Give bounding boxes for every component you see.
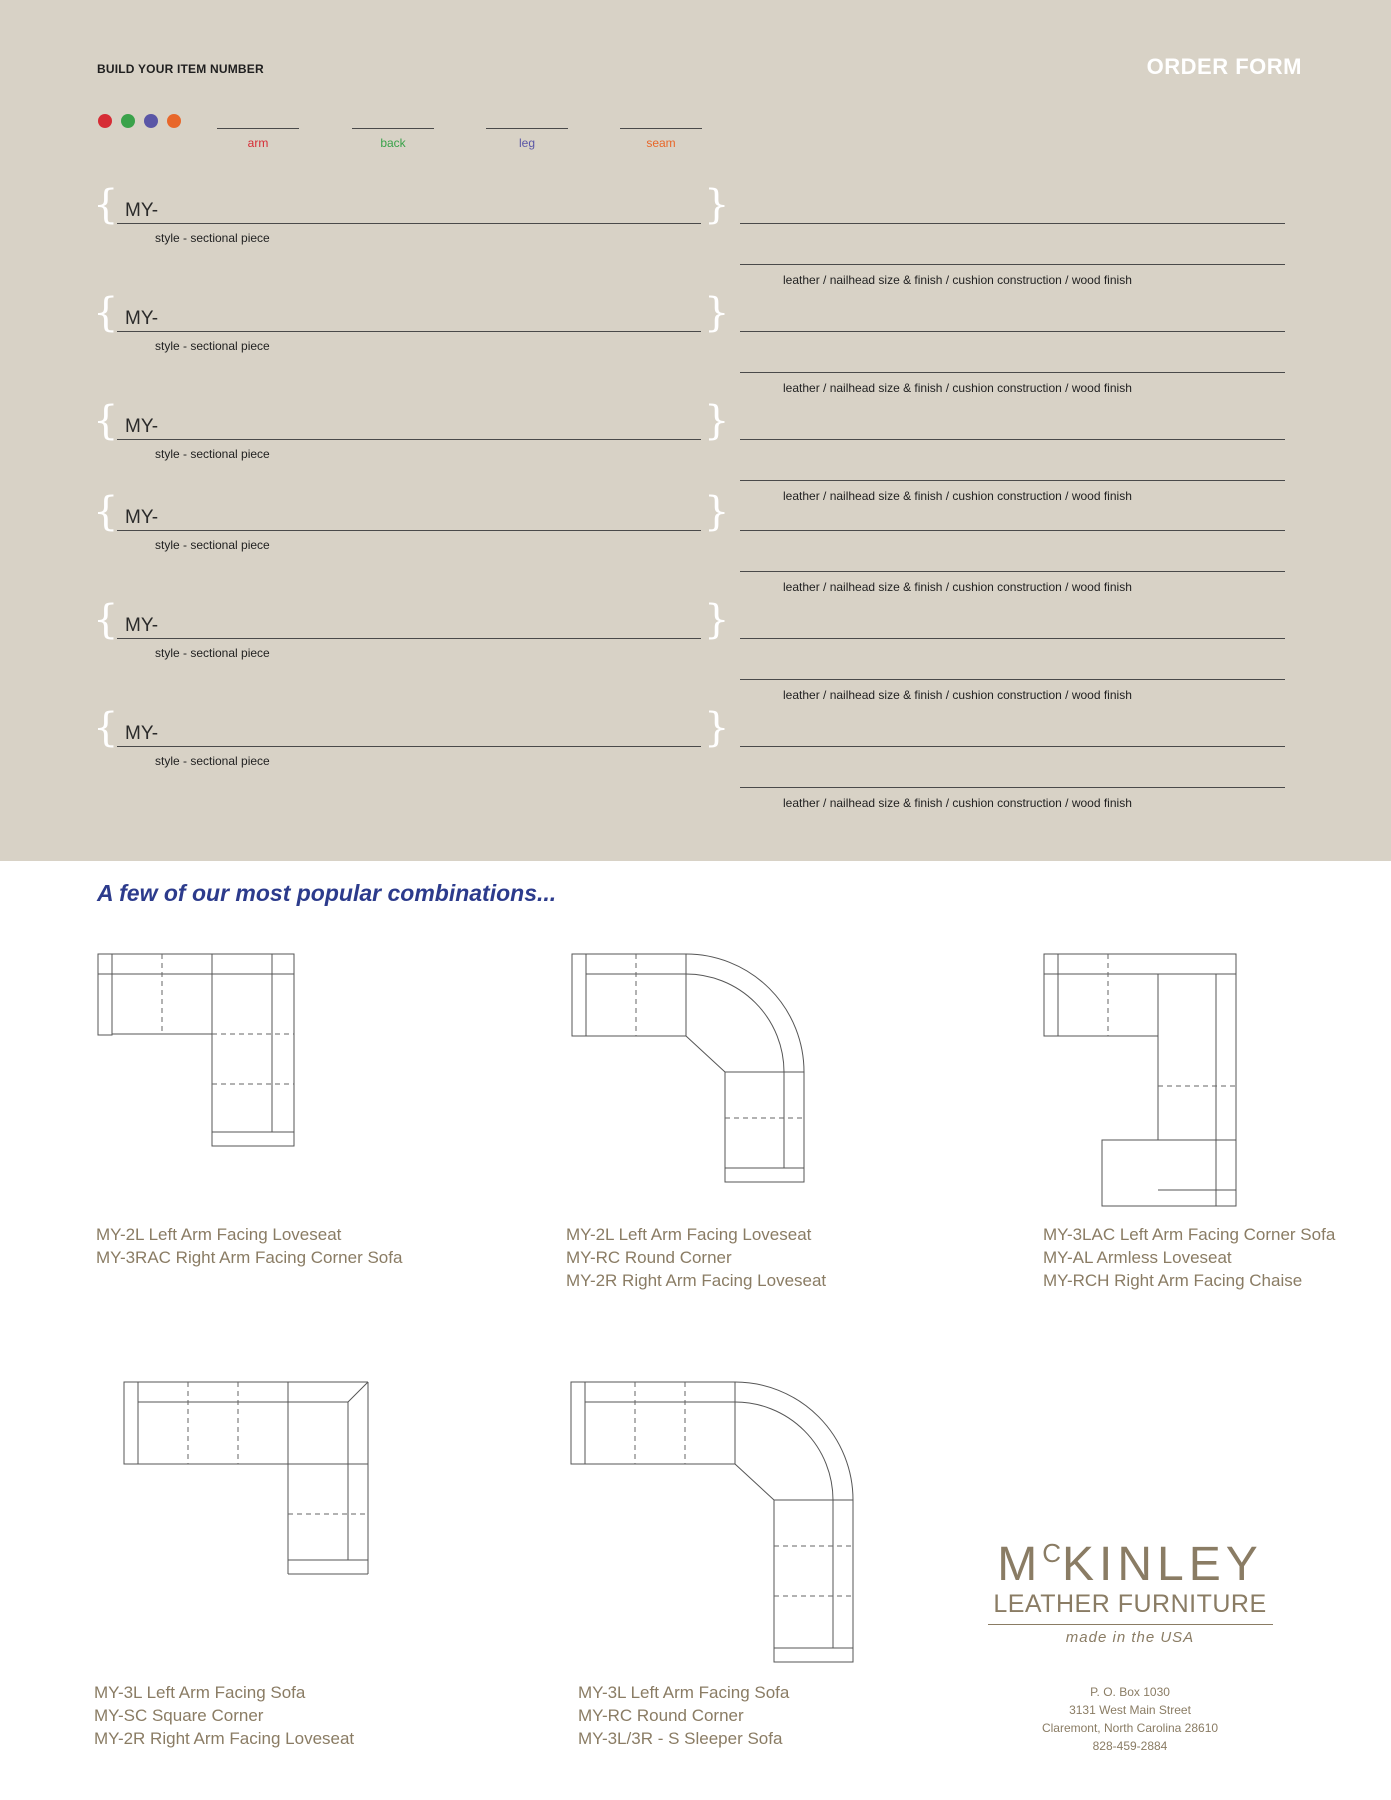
options-input[interactable] (740, 372, 1285, 373)
options-input[interactable] (740, 787, 1285, 788)
style-prefix: MY- (125, 723, 159, 744)
caption-line: MY-3L Left Arm Facing Sofa (94, 1683, 306, 1702)
seam-code-label: seam (646, 136, 676, 150)
options-input[interactable] (740, 638, 1285, 639)
style-label: style - sectional piece (155, 538, 270, 552)
options-input[interactable] (740, 530, 1285, 531)
style-label: style - sectional piece (155, 339, 270, 353)
arm-code-label: arm (247, 136, 269, 150)
address-line: 828-459-2884 (1092, 1739, 1168, 1753)
caption-line: MY-3L Left Arm Facing Sofa (578, 1683, 790, 1702)
brand-address (1010, 1683, 1250, 1755)
order-row (0, 705, 1391, 824)
options-input[interactable] (740, 746, 1285, 747)
options-label: leather / nailhead size & finish / cushion construction / wood finish (783, 580, 1132, 594)
open-brace: { (93, 290, 119, 336)
leg-code-field[interactable] (486, 128, 568, 129)
address-line: 3131 West Main Street (1069, 1703, 1191, 1717)
style-input[interactable] (117, 746, 701, 747)
order-form-panel (0, 0, 1391, 861)
caption-line: MY-AL Armless Loveseat (1043, 1248, 1232, 1267)
leg-color-dot (144, 114, 158, 128)
caption-line: MY-3RAC Right Arm Facing Corner Sofa (96, 1248, 403, 1267)
combo-5-caption (578, 1681, 789, 1750)
options-input[interactable] (740, 679, 1285, 680)
open-brace: { (93, 489, 119, 535)
brand-tagline: made in the USA (1065, 1629, 1195, 1646)
options-label: leather / nailhead size & finish / cushion construction / wood finish (783, 688, 1132, 702)
options-input[interactable] (740, 223, 1285, 224)
style-prefix: MY- (125, 308, 159, 329)
brand-name-rest: KINLEY (1062, 1538, 1263, 1591)
brand-name-sup: C (1042, 1538, 1062, 1568)
close-brace: } (704, 705, 730, 751)
caption-line: MY-RCH Right Arm Facing Chaise (1043, 1271, 1303, 1290)
brand-subtitle: LEATHER FURNITURE (993, 1590, 1267, 1618)
arm-color-dot (98, 114, 112, 128)
style-prefix: MY- (125, 200, 159, 221)
close-brace: } (704, 182, 730, 228)
arm-code-field[interactable] (217, 128, 299, 129)
back-code-label: back (380, 136, 406, 150)
combo-2-diagram (570, 950, 810, 1190)
style-label: style - sectional piece (155, 646, 270, 660)
close-brace: } (704, 597, 730, 643)
style-input[interactable] (117, 439, 701, 440)
options-label: leather / nailhead size & finish / cushion construction / wood finish (783, 381, 1132, 395)
options-label: leather / nailhead size & finish / cushion construction / wood finish (783, 273, 1132, 287)
brand-logo (982, 1540, 1278, 1589)
popular-combinations-heading: A few of our most popular combinations... (97, 880, 557, 906)
style-label: style - sectional piece (155, 754, 270, 768)
close-brace: } (704, 290, 730, 336)
close-brace: } (704, 489, 730, 535)
options-input[interactable] (740, 331, 1285, 332)
open-brace: { (93, 705, 119, 751)
caption-line: MY-3LAC Left Arm Facing Corner Sofa (1043, 1225, 1336, 1244)
brand-divider (988, 1624, 1273, 1625)
style-input[interactable] (117, 530, 701, 531)
order-row (0, 290, 1391, 409)
caption-line: MY-2L Left Arm Facing Loveseat (566, 1225, 812, 1244)
open-brace: { (93, 398, 119, 444)
combo-3-diagram (1042, 950, 1242, 1210)
close-brace: } (704, 398, 730, 444)
style-prefix: MY- (125, 416, 159, 437)
caption-line: MY-2R Right Arm Facing Loveseat (566, 1271, 827, 1290)
style-prefix: MY- (125, 615, 159, 636)
caption-line: MY-SC Square Corner (94, 1706, 264, 1725)
options-label: leather / nailhead size & finish / cushion construction / wood finish (783, 489, 1132, 503)
caption-line: MY-2L Left Arm Facing Loveseat (96, 1225, 342, 1244)
caption-line: MY-3L/3R - S Sleeper Sofa (578, 1729, 783, 1748)
options-label: leather / nailhead size & finish / cushion construction / wood finish (783, 796, 1132, 810)
order-row (0, 182, 1391, 301)
combo-1-diagram (96, 950, 296, 1150)
address-line: Claremont, North Carolina 28610 (1041, 1721, 1219, 1735)
combo-3-caption (1043, 1223, 1335, 1292)
open-brace: { (93, 182, 119, 228)
build-item-number-label: BUILD YOUR ITEM NUMBER (97, 62, 264, 76)
caption-line: MY-RC Round Corner (578, 1706, 744, 1725)
combo-5-diagram (569, 1378, 859, 1668)
leg-code-label: leg (518, 136, 535, 150)
seam-color-dot (167, 114, 181, 128)
combo-1-caption (96, 1223, 402, 1269)
style-input[interactable] (117, 223, 701, 224)
combo-4-caption (94, 1681, 354, 1750)
order-row (0, 489, 1391, 608)
caption-line: MY-2R Right Arm Facing Loveseat (94, 1729, 355, 1748)
style-prefix: MY- (125, 507, 159, 528)
options-input[interactable] (740, 571, 1285, 572)
style-label: style - sectional piece (155, 231, 270, 245)
order-form-title: ORDER FORM (1146, 54, 1302, 79)
caption-line: MY-RC Round Corner (566, 1248, 732, 1267)
combo-4-diagram (122, 1378, 372, 1578)
seam-code-field[interactable] (620, 128, 702, 129)
back-color-dot (121, 114, 135, 128)
style-label: style - sectional piece (155, 447, 270, 461)
options-input[interactable] (740, 439, 1285, 440)
style-input[interactable] (117, 638, 701, 639)
brand-name-initial: M (997, 1538, 1043, 1591)
combo-2-caption (566, 1223, 826, 1292)
options-input[interactable] (740, 480, 1285, 481)
options-input[interactable] (740, 264, 1285, 265)
order-row (0, 597, 1391, 716)
style-input[interactable] (117, 331, 701, 332)
address-line: P. O. Box 1030 (1090, 1685, 1170, 1699)
back-code-field[interactable] (352, 128, 434, 129)
open-brace: { (93, 597, 119, 643)
